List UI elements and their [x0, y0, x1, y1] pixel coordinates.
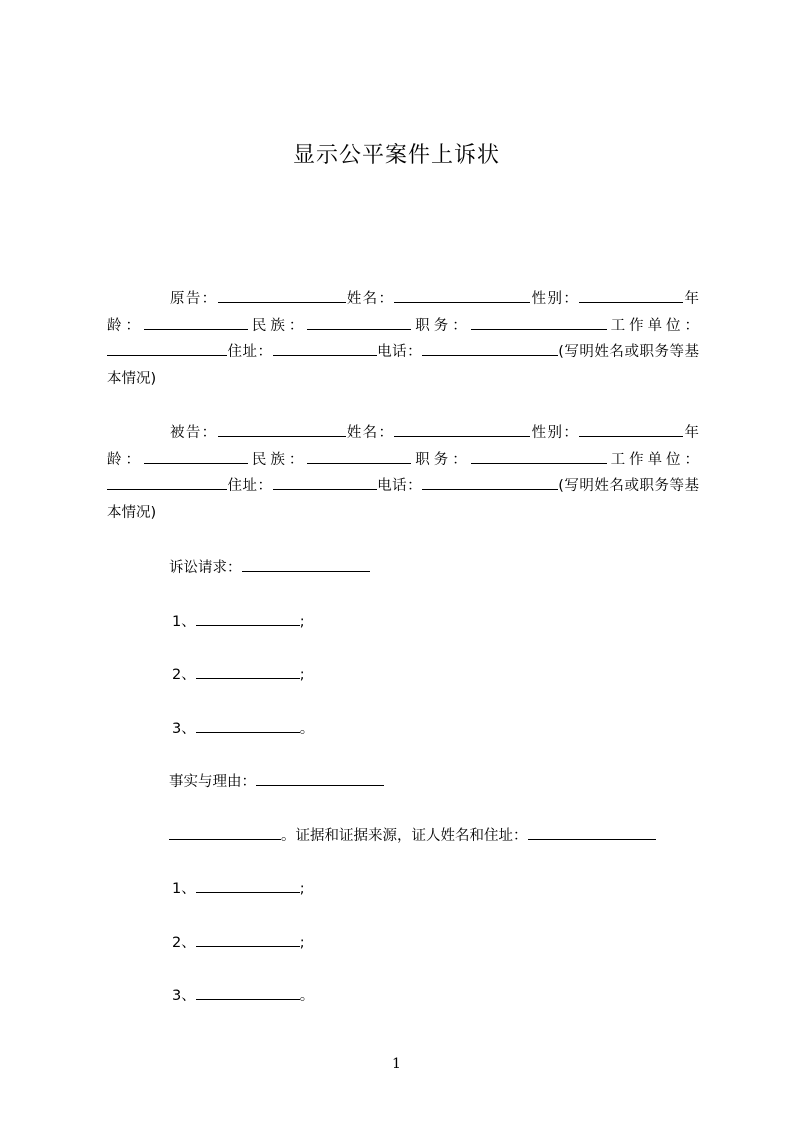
evidence-blank[interactable]	[528, 825, 656, 840]
claim-item-end: ;	[299, 667, 305, 683]
plaintiff-employer-label: 工作单位：	[606, 317, 700, 334]
claim-item-number: 3、	[172, 721, 196, 737]
plaintiff-ethnicity-label: 民族：	[247, 317, 308, 334]
plaintiff-gender-label: 性别：	[530, 291, 580, 307]
claim-item-end: 。	[299, 721, 315, 737]
page-number: 1	[392, 1056, 401, 1072]
defendant-ethnicity-label: 民族：	[247, 451, 308, 468]
plaintiff-phone-label: 电话：	[376, 344, 423, 360]
fact-item-blank[interactable]	[196, 932, 300, 947]
fact-item-3	[172, 985, 314, 1006]
facts-line	[169, 771, 384, 792]
facts-label: 事实与理由：	[169, 774, 256, 790]
claim-item-blank[interactable]	[196, 718, 300, 733]
claims-blank[interactable]	[242, 557, 370, 572]
claim-item-1	[172, 611, 305, 632]
claim-item-3	[172, 718, 314, 739]
fact-item-number: 3、	[172, 988, 196, 1004]
evidence-line	[169, 825, 656, 846]
claim-item-blank[interactable]	[196, 664, 300, 679]
evidence-text: 。证据和证据来源，证人姓名和住址：	[281, 828, 528, 844]
fact-item-end: ;	[299, 935, 305, 951]
document-title: 显示公平案件上诉状	[292, 143, 500, 168]
fact-item-2	[172, 932, 305, 953]
claim-item-number: 2、	[172, 667, 196, 683]
fact-item-blank[interactable]	[196, 878, 300, 893]
defendant-gender-blank[interactable]	[579, 422, 683, 437]
fact-item-end: 。	[299, 988, 315, 1004]
plaintiff-note: (写明姓名或职务等基本情况)	[107, 344, 700, 387]
plaintiff-phone-blank[interactable]	[422, 341, 558, 356]
plaintiff-position-blank[interactable]	[471, 315, 607, 330]
claim-item-end: ;	[299, 614, 305, 630]
plaintiff-blank[interactable]	[218, 288, 346, 303]
defendant-note: (写明姓名或职务等基本情况)	[107, 478, 700, 521]
claim-item-blank[interactable]	[196, 611, 300, 626]
defendant-employer-blank[interactable]	[107, 475, 227, 490]
plaintiff-age-label: 年龄：	[107, 291, 700, 334]
defendant-phone-label: 电话：	[376, 478, 423, 494]
fact-item-1	[172, 878, 305, 899]
fact-item-number: 2、	[172, 935, 196, 951]
defendant-blank[interactable]	[218, 422, 346, 437]
defendant-age-label: 年龄：	[107, 425, 700, 468]
claim-item-number: 1、	[172, 614, 196, 630]
defendant-age-blank[interactable]	[144, 449, 248, 464]
fact-item-blank[interactable]	[196, 985, 300, 1000]
plaintiff-address-blank[interactable]	[273, 341, 377, 356]
defendant-name-label: 姓名：	[345, 425, 395, 441]
fact-item-end: ;	[299, 881, 305, 897]
defendant-label: 被告：	[170, 425, 218, 441]
claim-item-2	[172, 664, 305, 685]
claims-label: 诉讼请求：	[169, 560, 242, 576]
defendant-address-label: 住址：	[227, 478, 273, 494]
plaintiff-paragraph	[107, 286, 699, 392]
defendant-name-blank[interactable]	[394, 422, 530, 437]
facts-continued-blank[interactable]	[169, 825, 281, 840]
plaintiff-position-label: 职务：	[411, 317, 471, 334]
plaintiff-address-label: 住址：	[227, 344, 273, 360]
plaintiff-age-blank[interactable]	[144, 315, 248, 330]
facts-blank[interactable]	[256, 771, 384, 786]
fact-item-number: 1、	[172, 881, 196, 897]
claims-line	[169, 557, 370, 578]
defendant-gender-label: 性别：	[530, 425, 580, 441]
defendant-ethnicity-blank[interactable]	[307, 449, 411, 464]
plaintiff-name-blank[interactable]	[394, 288, 530, 303]
plaintiff-label: 原告：	[170, 291, 218, 307]
defendant-phone-blank[interactable]	[422, 475, 558, 490]
defendant-address-blank[interactable]	[273, 475, 377, 490]
plaintiff-gender-blank[interactable]	[579, 288, 683, 303]
plaintiff-employer-blank[interactable]	[107, 341, 227, 356]
defendant-position-label: 职务：	[411, 451, 471, 468]
defendant-employer-label: 工作单位：	[606, 451, 700, 468]
defendant-position-blank[interactable]	[471, 449, 607, 464]
plaintiff-ethnicity-blank[interactable]	[307, 315, 411, 330]
defendant-paragraph	[107, 420, 699, 526]
plaintiff-name-label: 姓名：	[345, 291, 395, 307]
